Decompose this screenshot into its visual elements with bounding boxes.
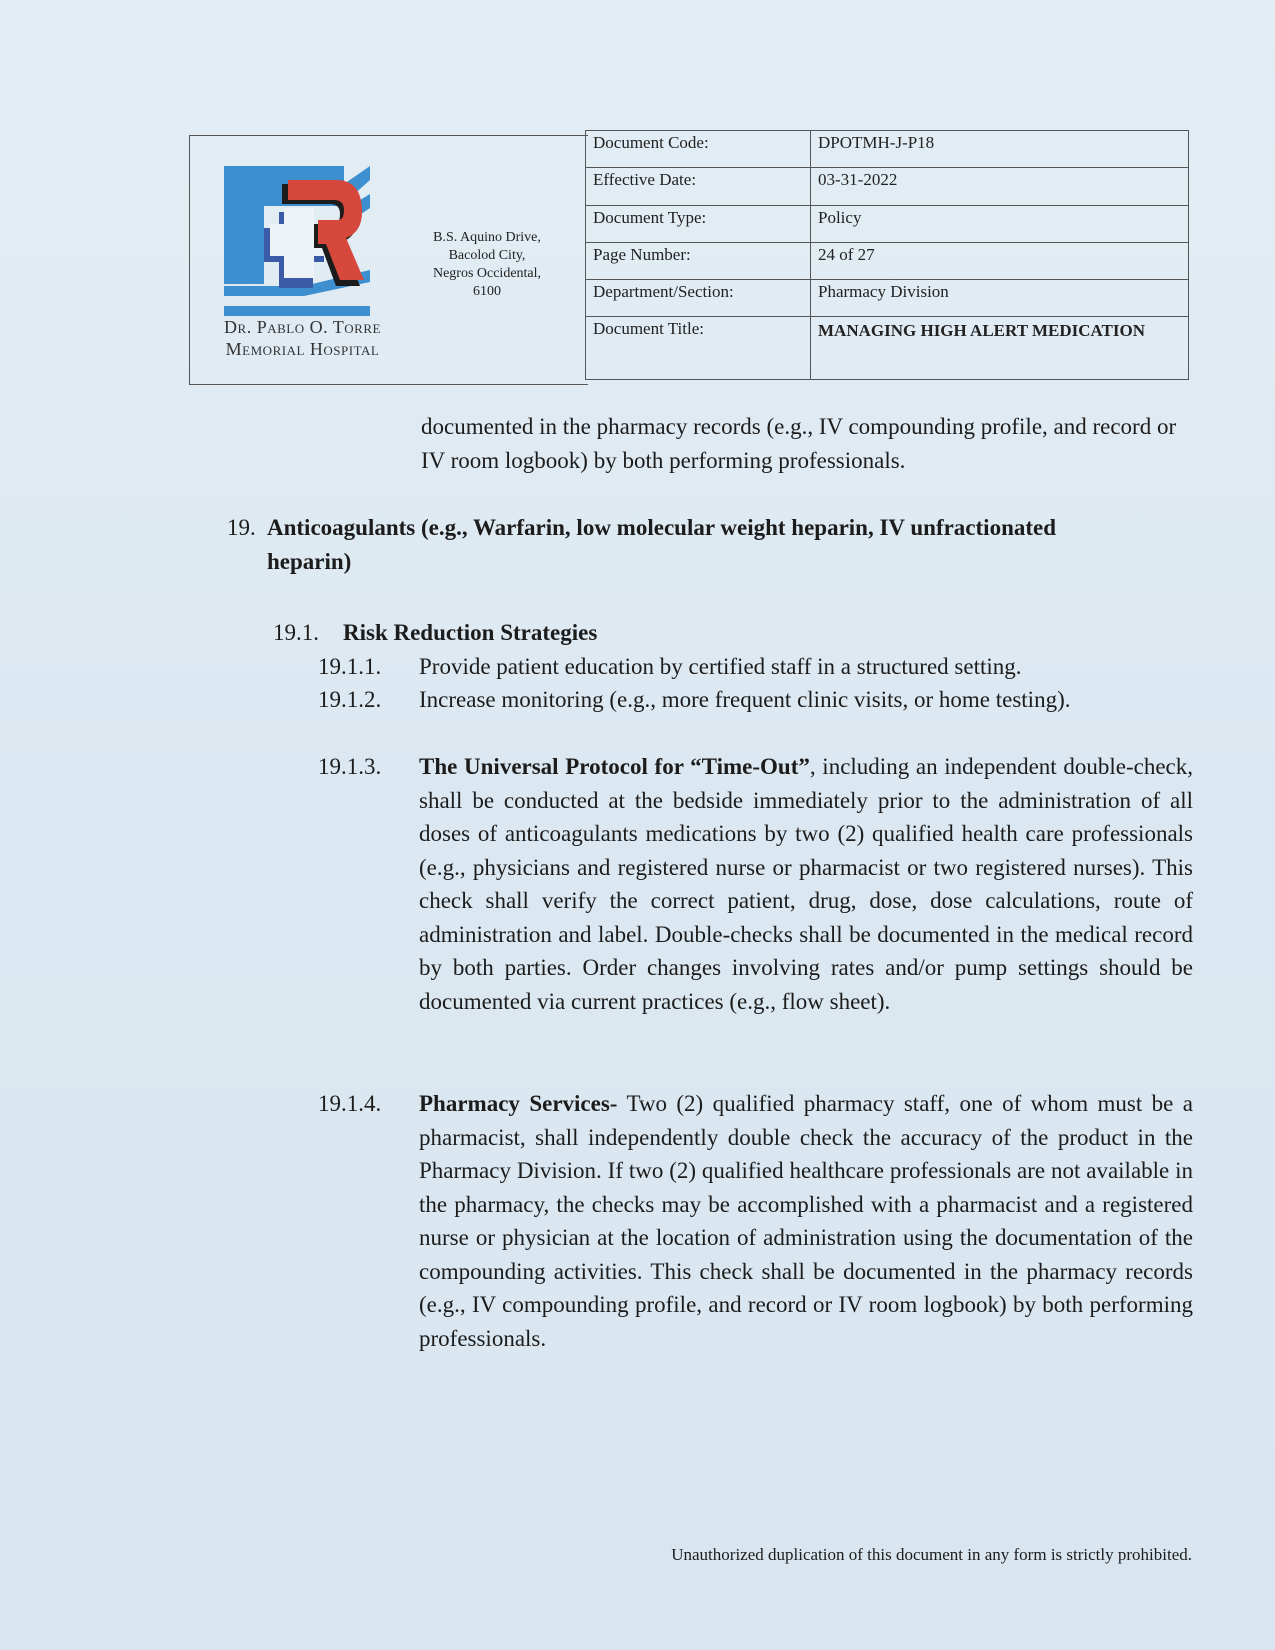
list-item bbox=[318, 650, 1193, 684]
section-title-line1: Anticoagulants (e.g., Warfarin, low molecular weight heparin, IV unfractionated bbox=[267, 515, 1057, 540]
item-number: 19.1.3. bbox=[318, 754, 382, 779]
meta-row-effective-date bbox=[586, 168, 1189, 205]
section-19-heading bbox=[227, 511, 1187, 578]
list-item bbox=[318, 1087, 1193, 1355]
list-item bbox=[318, 750, 1193, 1018]
meta-row-title bbox=[586, 317, 1189, 380]
footer-notice: Unauthorized duplication of this document in any form is strictly prohibited. bbox=[671, 1545, 1192, 1564]
meta-value: Pharmacy Division bbox=[811, 280, 1189, 317]
section-title: Risk Reduction Strategies bbox=[343, 620, 598, 645]
meta-value: Policy bbox=[811, 205, 1189, 242]
meta-row-type bbox=[586, 205, 1189, 242]
meta-value: 03-31-2022 bbox=[811, 168, 1189, 205]
document-meta-table bbox=[585, 130, 1189, 380]
item-text: The Universal Protocol for “Time-Out”, including an independent double-check, shall be conducted at the bedside immediately prior to the administration of all doses of anticoagulants medications by two (2) qualified health care professionals (e.g., physicians and registered nurse or pharmacist or two registered nurses). This check shall verify the correct patient, drug, dose, dose calculations, route of administration and label. Double-checks shall be documented in the medical record by both parties. Order changes involving rates and/or pump settings should be documented via current practices (e.g., flow sheet). bbox=[419, 754, 1193, 1014]
meta-value: DPOTMH-J-P18 bbox=[811, 131, 1189, 168]
meta-row-code bbox=[586, 131, 1189, 168]
document-header bbox=[189, 135, 588, 385]
meta-label: Effective Date: bbox=[586, 168, 811, 205]
hospital-address: B.S. Aquino Drive, Bacolod City, Negros Occidental, 6100 bbox=[432, 230, 542, 299]
item-number: 19.1.2. bbox=[318, 687, 382, 712]
item-number: 19.1.4. bbox=[318, 1091, 382, 1116]
meta-label: Page Number: bbox=[586, 242, 811, 279]
meta-value: 24 of 27 bbox=[811, 242, 1189, 279]
list-item bbox=[318, 683, 1193, 717]
item-bold-lead: Pharmacy Services- bbox=[419, 1091, 618, 1116]
item-number: 19.1.1. bbox=[318, 654, 382, 679]
meta-label: Document Type: bbox=[586, 205, 811, 242]
hospital-name: Dr. Pablo O. Torre Memorial Hospital bbox=[224, 317, 381, 359]
hospital-logo-icon bbox=[224, 166, 370, 316]
meta-value: MANAGING HIGH ALERT MEDICATION bbox=[811, 317, 1189, 380]
item-text: Increase monitoring (e.g., more frequent clinic visits, or home testing). bbox=[419, 687, 1071, 712]
section-19-1-heading bbox=[273, 616, 597, 650]
section-number: 19. bbox=[227, 515, 256, 540]
item-text: Provide patient education by certified staff in a structured setting. bbox=[419, 654, 1022, 679]
meta-label: Department/Section: bbox=[586, 280, 811, 317]
continuation-paragraph: documented in the pharmacy records (e.g., IV compounding profile, and record or IV room logbook) by both performing professionals. bbox=[421, 414, 1177, 473]
section-number: 19.1. bbox=[273, 620, 319, 645]
meta-row-page-number bbox=[586, 242, 1189, 279]
item-text: Pharmacy Services- Two (2) qualified pharmacy staff, one of whom must be a pharmacist, shall independently double check the accuracy of the product in the Pharmacy Division. If two (2) qualified healthcare professionals are not available in the pharmacy, the checks may be accomplished with a pharmacist and a registered nurse or physician at the location of administration using the documentation of the compounding activities. This check shall be documented in the pharmacy records (e.g., IV compounding profile, and record or IV room logbook) by both performing professionals. bbox=[419, 1091, 1193, 1351]
meta-row-department bbox=[586, 280, 1189, 317]
section-title-line2: heparin) bbox=[267, 548, 352, 574]
meta-label: Document Code: bbox=[586, 131, 811, 168]
item-bold-lead: The Universal Protocol for “Time-Out” bbox=[419, 754, 810, 779]
meta-label: Document Title: bbox=[586, 317, 811, 380]
